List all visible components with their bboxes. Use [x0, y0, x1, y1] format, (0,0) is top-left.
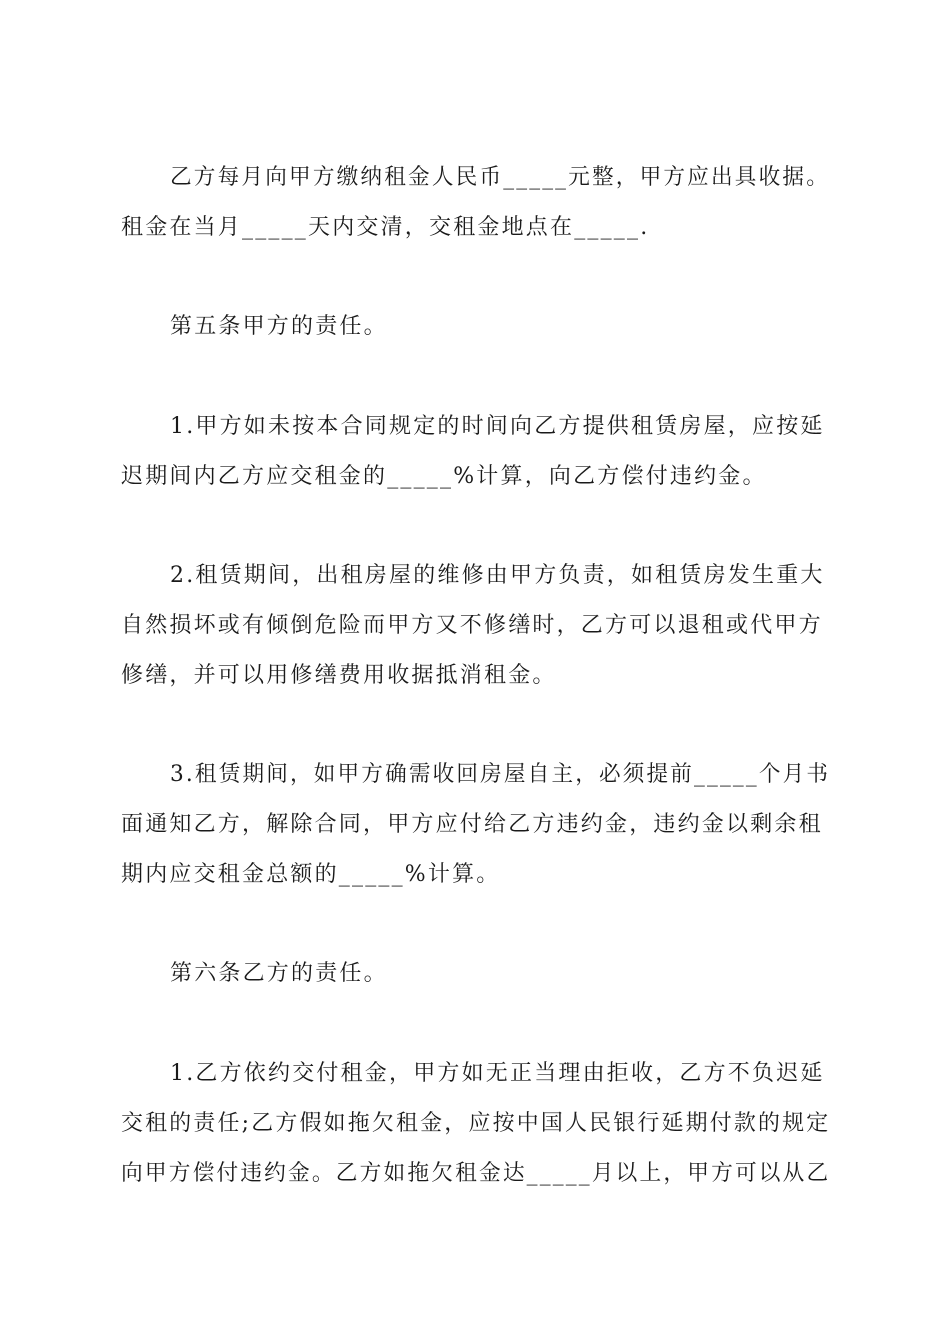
paragraph-line: 面通知乙方，解除合同，甲方应付给乙方违约金，违约金以剩余租 [121, 812, 823, 837]
paragraph-line: 3.租赁期间，如甲方确需收回房屋自主，必须提前_____个月书 [170, 762, 831, 787]
paragraph-line: 交租的责任;乙方假如拖欠租金，应按中国人民银行延期付款的规定 [121, 1111, 831, 1136]
paragraph-line: 自然损坏或有倾倒危险而甲方又不修缮时，乙方可以退租或代甲方 [121, 613, 823, 638]
article-heading: 第五条甲方的责任。 [170, 314, 388, 339]
paragraph-line: 向甲方偿付违约金。乙方如拖欠租金达_____月以上，甲方可以从乙 [121, 1161, 831, 1186]
paragraph-line: 2.租赁期间，出租房屋的维修由甲方负责，如租赁房发生重大 [170, 563, 825, 588]
paragraph-line: 1.乙方依约交付租金，甲方如无正当理由拒收，乙方不负迟延 [170, 1061, 825, 1086]
paragraph-line: 乙方每月向甲方缴纳租金人民币_____元整，甲方应出具收据。 [170, 165, 831, 190]
paragraph-line: 迟期间内乙方应交租金的_____%计算，向乙方偿付违约金。 [121, 464, 767, 489]
article-heading: 第六条乙方的责任。 [170, 961, 388, 986]
paragraph-line: 修缮，并可以用修缮费用收据抵消租金。 [121, 663, 557, 688]
paragraph-line: 1.甲方如未按本合同规定的时间向乙方提供租赁房屋，应按延 [170, 414, 825, 439]
paragraph-line: 租金在当月_____天内交清，交租金地点在_____. [121, 215, 650, 240]
paragraph-line: 期内应交租金总额的_____%计算。 [121, 862, 501, 887]
